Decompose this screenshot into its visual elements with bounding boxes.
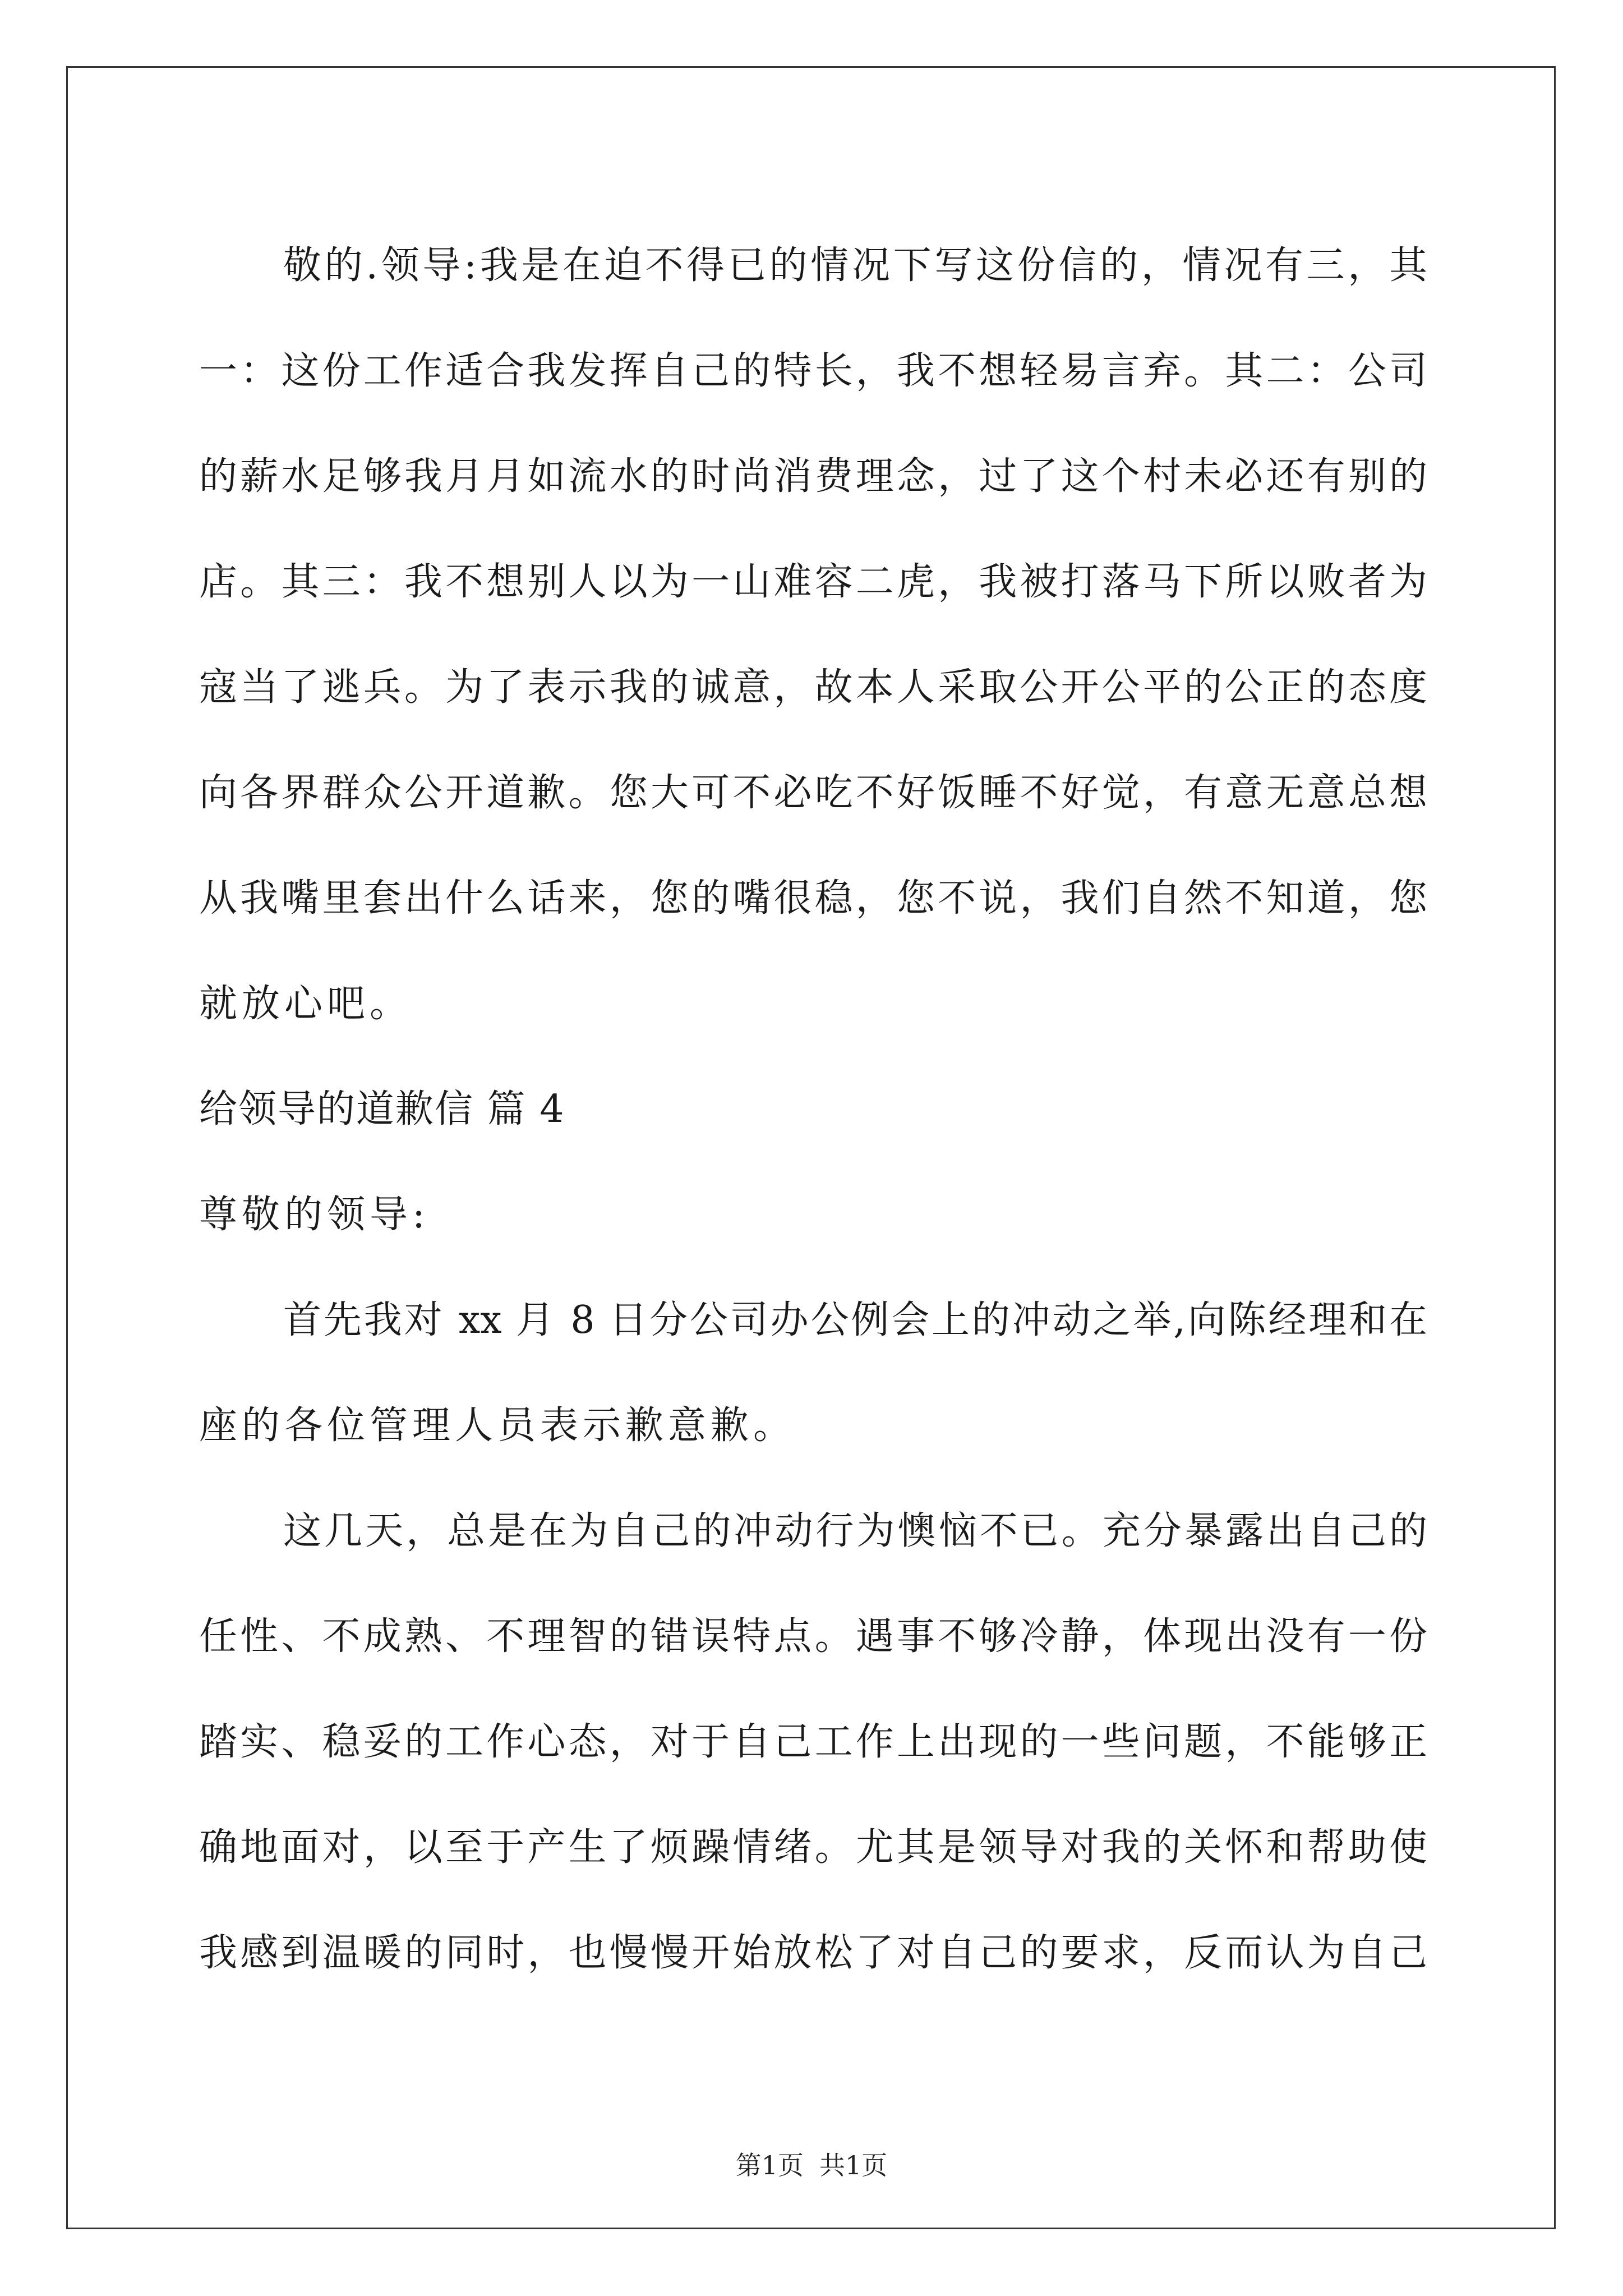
salutation: 尊敬的领导: [199,1193,430,1237]
text-line: 的薪水足够我月月如流水的时尚消费理念，过了这个村未必还有别的 [199,454,1427,499]
text-line: 从我嘴里套出什么话来，您的嘴很稳，您不说，我们自然不知道，您 [199,876,1427,921]
page-number: 第1页 [735,2150,804,2180]
text-line: 我感到温暖的同时，也慢慢开始放松了对自己的要求，反而认为自己 [199,1931,1427,1975]
text-line: 任性、不成熟、不理智的错误特点。遇事不够冷静，体现出没有一份 [199,1614,1427,1659]
text-line: 向各界群众公开道歉。您大可不必吃不好饭睡不好觉，有意无意总想 [199,771,1427,815]
text-line: 敬的.领导:我是在迫不得已的情况下写这份信的，情况有三，其 [283,243,1427,288]
document-body [199,213,1427,2006]
page-total: 共1页 [819,2150,888,2180]
page-footer [0,2148,1623,2182]
text-line: 一：这份工作适合我发挥自己的特长，我不想轻易言弃。其二：公司 [199,349,1427,393]
text-line: 店。其三：我不想别人以为一山难容二虎，我被打落马下所以败者为 [199,560,1427,604]
text-line: 座的各位管理人员表示歉意歉。 [199,1404,796,1448]
text-line: 就放心吧。 [199,982,413,1026]
section-heading: 给领导的道歉信 篇 4 [199,1087,565,1131]
text-line: 寇当了逃兵。为了表示我的诚意，故本人采取公开公平的公正的态度 [199,665,1427,710]
text-line: 首先我对 xx 月 8 日分公司办公例会上的冲动之举,向陈经理和在 [283,1298,1427,1342]
text-line: 踏实、稳妥的工作心态，对于自己工作上出现的一些问题，不能够正 [199,1720,1427,1764]
text-line: 这几天，总是在为自己的冲动行为懊恼不已。充分暴露出自己的 [283,1509,1427,1553]
text-line: 确地面对，以至于产生了烦躁情绪。尤其是领导对我的关怀和帮助使 [199,1825,1427,1870]
